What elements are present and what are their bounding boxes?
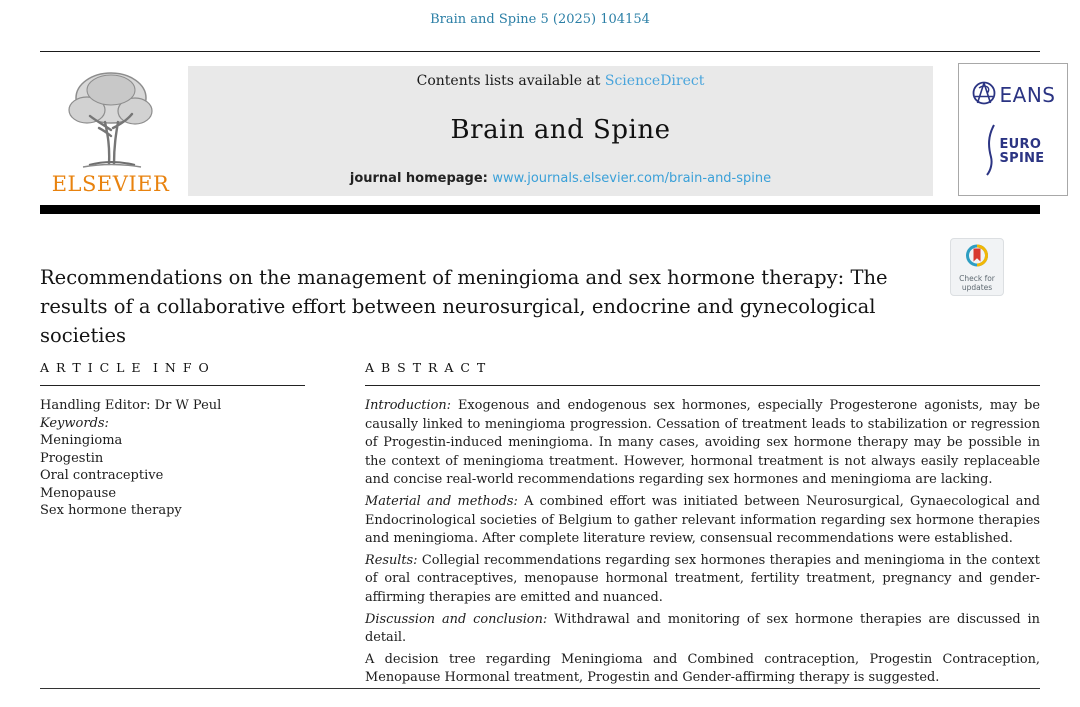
abstract-rule xyxy=(365,385,1040,386)
society-logo-box xyxy=(958,63,1068,196)
article-info-heading: A R T I C L E I N F O xyxy=(40,360,211,375)
keyword-item: Meningioma xyxy=(40,433,123,448)
check-for-updates-icon xyxy=(963,243,991,274)
abstract-paragraph-decision-tree xyxy=(365,651,1040,688)
abstract-body xyxy=(365,397,1040,688)
check-updates-line1: Check for xyxy=(959,273,995,283)
citation-link[interactable]: Brain and Spine 5 (2025) 104154 xyxy=(430,12,650,27)
abstract-paragraph-results xyxy=(365,552,1040,608)
article-info-items xyxy=(40,397,305,520)
abstract-paragraph-introduction xyxy=(365,397,1040,490)
check-for-updates-badge[interactable] xyxy=(950,238,1004,296)
abstract-section xyxy=(365,360,1040,691)
eurospine-curve-icon xyxy=(982,124,998,180)
bottom-divider xyxy=(40,688,1040,689)
keyword-item: Oral contraceptive xyxy=(40,468,164,483)
article-title: Recommendations on the management of meningioma and sex hormone therapy: The results of a collaborative effort between neurosurgical, endocrine and gynecological societies xyxy=(40,266,888,347)
sciencedirect-link[interactable]: ScienceDirect xyxy=(604,73,705,89)
homepage-prefix: journal homepage: xyxy=(349,171,493,186)
paragraph-text: A combined effort was initiated between Neurosurgical, Gynaecological and Endocrinological societies of Belgium to gather relevant information regarding sex hormone therapies and meningioma. After complete literature review, consensual recommendations were established. xyxy=(365,493,1040,547)
eurospine-line2: SPINE xyxy=(999,150,1045,166)
check-updates-line2: updates xyxy=(961,282,993,292)
journal-title: Brain and Spine xyxy=(450,115,671,145)
article-info-section xyxy=(40,360,305,520)
handling-editor: Handling Editor: Dr W Peul xyxy=(40,398,222,413)
keywords-label: Keywords: xyxy=(40,415,109,431)
abstract-paragraph-methods xyxy=(365,493,1040,549)
eurospine-logo xyxy=(982,124,1045,180)
elsevier-logo xyxy=(38,66,183,198)
eans-globe-icon xyxy=(971,80,997,110)
abstract-heading: A B S T R A C T xyxy=(365,360,487,375)
contents-prefix: Contents lists available at xyxy=(416,73,605,89)
keyword-item: Menopause xyxy=(40,485,117,501)
eans-wordmark: EANS xyxy=(999,82,1056,107)
homepage-line xyxy=(350,171,771,186)
contents-line xyxy=(417,73,705,89)
paragraph-label: Discussion and conclusion: xyxy=(365,611,548,627)
eans-logo xyxy=(971,80,1056,110)
eurospine-wordmark xyxy=(1000,138,1045,166)
paragraph-label: Results: xyxy=(365,552,418,568)
paragraph-text: Withdrawal and monitoring of sex hormone therapies are discussed in detail. xyxy=(365,611,1040,646)
citation-row xyxy=(0,8,1080,27)
masthead-band xyxy=(188,66,933,196)
homepage-link[interactable]: www.journals.elsevier.com/brain-and-spine xyxy=(492,171,772,186)
paragraph-text: Collegial recommendations regarding sex hormones therapies and meningioma in the context of oral contraceptives, menopause hormonal treatment, fertility treatment, pregnancy and gender-affirming therapies are emitted and nuanced. xyxy=(365,552,1040,605)
abstract-paragraph-discussion xyxy=(365,611,1040,648)
elsevier-wordmark: ELSEVIER xyxy=(51,172,170,196)
keyword-item: Progestin xyxy=(40,450,104,466)
keyword-item: Sex hormone therapy xyxy=(40,503,182,518)
check-for-updates-label xyxy=(959,274,995,292)
eurospine-line1: EURO xyxy=(999,136,1042,152)
top-divider xyxy=(40,51,1040,52)
paragraph-text: A decision tree regarding Meningioma and Combined contraception, Progestin Contraception, Menopause Hormonal treatment, Progestin and Gender-affirming therapy is suggested. xyxy=(365,651,1040,686)
paragraph-label: Material and methods: xyxy=(365,493,518,509)
paragraph-label: Introduction: xyxy=(365,398,451,413)
article-info-rule xyxy=(40,385,305,386)
masthead-divider-bar xyxy=(40,205,1040,214)
paragraph-text: Exogenous and endogenous sex hormones, especially Progesterone agonists, may be causally linked to meningioma progression. Cessation of treatment leads to stabilization or regression of Progestin-induced meningioma. In many cases, avoiding sex hormone therapy may be possible in the context of meningioma treatment. However, hormonal treatment is not always easily replaceable and concise real-world recommendations regarding sex hormones and meningioma are lacking. xyxy=(365,398,1040,488)
